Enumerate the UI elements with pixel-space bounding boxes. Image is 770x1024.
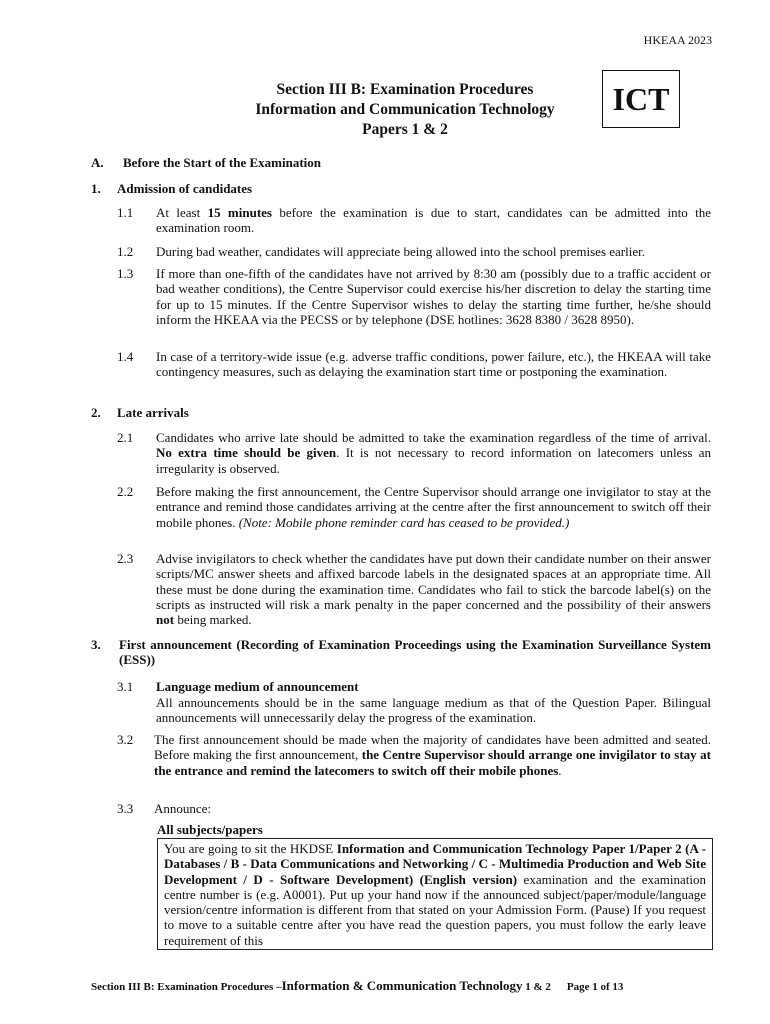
section-2-number: 2. [91,405,101,420]
item-number: 3.3 [117,801,134,816]
page-title-line2: Information and Communication Technology [255,101,555,118]
footer-subject: Information & Communication Technology [281,978,523,993]
item-number: 1.3 [117,266,134,281]
announcement-text: You are going to sit the HKDSE Information and Communication Technology Paper 1/Paper 2 (A - Databases / B - Data Communications and Networking / C - Multimedia Production and Web Site Development / D - Software Development) (English version) examination and the examination centre number is (e.g. A0001). Put up your hand now if the announced subject/paper/module/language version/centre information is different from that stated on your Admission Form. (Pause) If you request to move to a suitable centre after you have read the question papers, you must follow the early leave requirement of this [164,841,707,948]
section-3-heading: First announcement (Recording of Examination Proceedings using the Examination Surveillance System (ESS)) [119,637,711,668]
section-2-heading: Late arrivals [117,405,189,420]
item-3-1-text: All announcements should be in the same language medium as that of the Question Paper. Bilingual announcements will unnecessarily delay the progress of the examination. [156,695,711,726]
item-3-3-text: Announce: [154,801,212,816]
item-3-2-text: The first announcement should be made when the majority of candidates have been admitted and seated. Before making the first announcement, the Centre Supervisor should arrange one invigilator to stay at the entrance and remind the latecomers to switch off their mobile phones. [154,732,711,778]
item-1-4-text: In case of a territory-wide issue (e.g. adverse traffic conditions, power failure, etc.), the HKEAA will take contingency measures, such as delaying the examination start time or postponing the examination. [156,349,711,380]
subject-badge: ICT [602,70,680,128]
section-a-heading: Before the Start of the Examination [123,155,321,170]
item-1-3-text: If more than one-fifth of the candidates have not arrived by 8:30 am (possibly due to a traffic accident or bad weather conditions), the Centre Supervisor could exercise his/her discretion to delay the starting time for up to 15 minutes. If the Centre Supervisor wishes to delay the starting time further, he/she should inform the HKEAA via the PECSS or by telephone (DSE hotlines: 3628 8380 / 3628 8950). [156,266,711,327]
item-3-1-heading: Language medium of announcement [156,679,359,694]
item-number: 2.2 [117,484,134,499]
item-1-1-text: At least 15 minutes before the examination is due to start, candidates can be admitted into the examination room. [156,205,712,236]
page-title-line3: Papers 1 & 2 [362,121,448,138]
section-3-number: 3. [91,637,101,652]
section-1-number: 1. [91,181,101,196]
header-code: HKEAA 2023 [643,33,712,47]
footer-left: Section III B: Examination Procedures – [91,981,282,993]
item-2-2-text: Before making the first announcement, the Centre Supervisor should arrange one invigilator to stay at the entrance and remind those candidates arriving at the centre after the first announcement to switch off their mobile phones. (Note: Mobile phone reminder card has ceased to be provided.) [156,484,711,530]
page-number: Page 1 of 13 [566,981,624,993]
item-2-1-text: Candidates who arrive late should be admitted to take the examination regardless of the time of arrival. No extra time should be given. It is not necessary to record information on latecomers unless an irregularity is observed. [156,430,711,476]
item-1-2-text: During bad weather, candidates will appreciate being allowed into the school premises earlier. [156,244,645,259]
page-title-line1: Section III B: Examination Procedures [276,81,534,98]
item-number: 2.3 [117,551,134,566]
page-footer [91,978,623,994]
announcement-box [157,838,713,950]
footer-papers: 1 & 2 [522,981,551,993]
announcement-heading: All subjects/papers [157,822,263,837]
item-number: 1.4 [117,349,134,364]
section-a-letter: A. [91,155,104,170]
section-1-heading: Admission of candidates [117,181,253,196]
item-number: 3.2 [117,732,134,747]
item-number: 3.1 [117,679,134,694]
item-number: 2.1 [117,430,134,445]
item-2-3-text: Advise invigilators to check whether the candidates have put down their candidate number on their answer scripts/MC answer sheets and affixed barcode labels in the designated spaces at an appropriate time. All these must be done during the examination time. Candidates who fail to stick the barcode label(s) on the scripts as instructed will risk a mark penalty in the paper concerned and the possibility of their answers not being marked. [156,551,711,628]
item-number: 1.2 [117,244,134,259]
item-number: 1.1 [117,205,134,220]
